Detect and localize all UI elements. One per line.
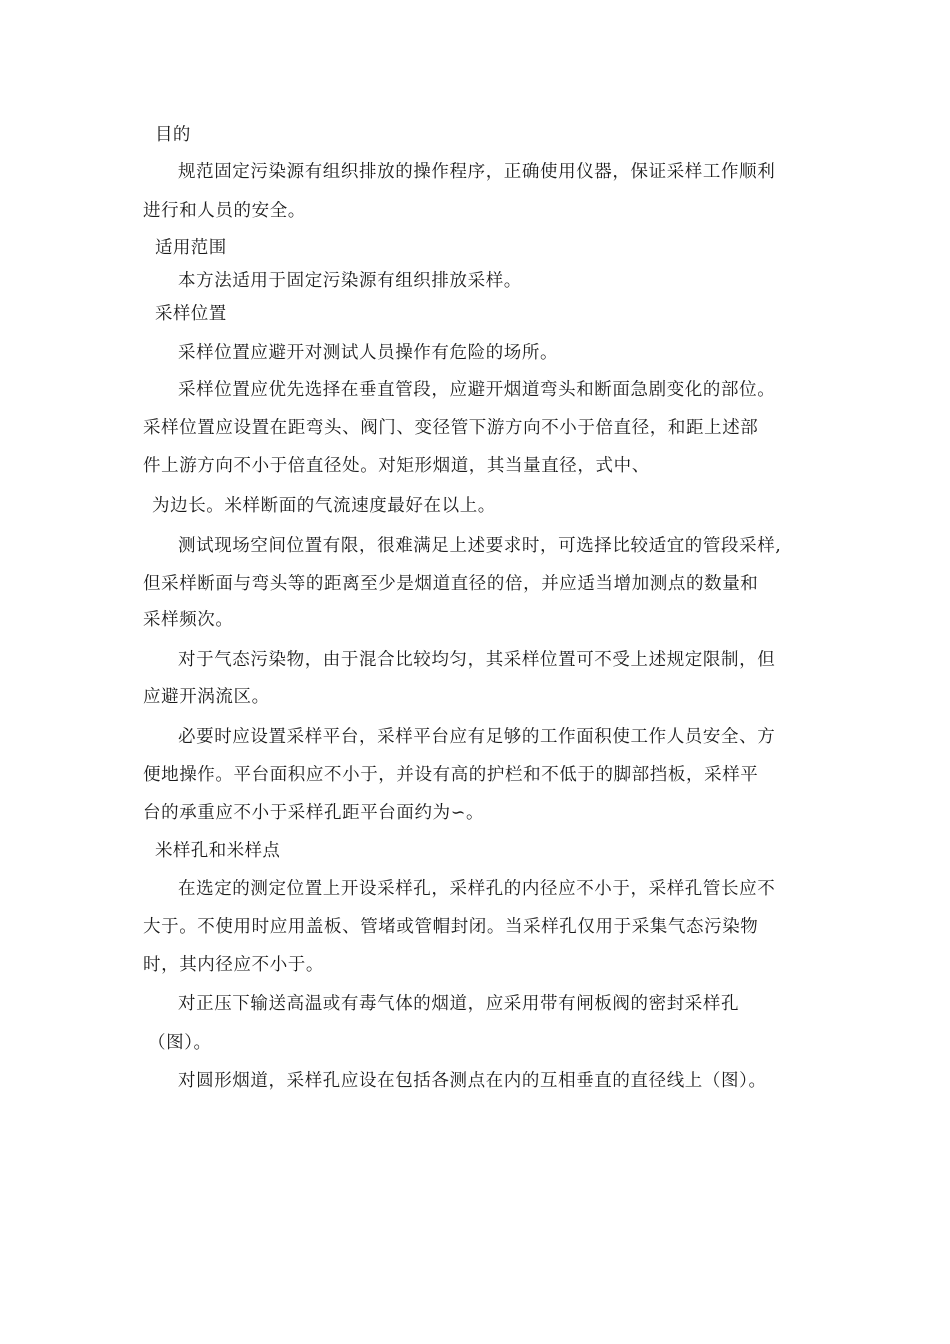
paragraph-line: 应避开涡流区。 (143, 687, 270, 707)
paragraph-line: 采样位置应避开对测试人员操作有危险的场所。 (178, 343, 559, 363)
section-heading: 目的 (155, 125, 191, 145)
section-heading: 适用范围 (155, 238, 227, 258)
paragraph-line: 为边长。米样断面的气流速度最好在以上。 (152, 496, 496, 516)
paragraph-line: 进行和人员的安全。 (143, 201, 306, 221)
paragraph-line: 台的承重应不小于采样孔距平台面约为∽。 (143, 803, 485, 823)
paragraph-line: 规范固定污染源有组织排放的操作程序，正确使用仪器，保证采样工作顺利 (178, 162, 776, 182)
paragraph-line: 采样频次。 (143, 610, 234, 630)
paragraph-line: 必要时应设置采样平台，采样平台应有足够的工作面积使工作人员安全、方 (178, 727, 776, 747)
paragraph-line: 时，其内径应不小于。 (143, 955, 324, 975)
paragraph-line: 但采样断面与弯头等的距离至少是烟道直径的倍，并应适当增加测点的数量和 (143, 574, 759, 594)
paragraph-line: 测试现场空间位置有限，很难满足上述要求时，可选择比较适宜的管段采样, (178, 536, 782, 556)
paragraph-line: 件上游方向不小于倍直径处。对矩形烟道，其当量直径，式中、 (143, 456, 650, 476)
section-heading: 采样位置 (155, 304, 227, 324)
paragraph-line: 采样位置应优先选择在垂直管段，应避开烟道弯头和断面急剧变化的部位。 (178, 380, 776, 400)
paragraph-line: 大于。不使用时应用盖板、管堵或管帽封闭。当采样孔仅用于采集气态污染物 (143, 917, 759, 937)
section-heading: 米样孔和米样点 (155, 841, 281, 861)
paragraph-line: （图）。 (148, 1033, 212, 1053)
paragraph-line: 对于气态污染物，由于混合比较均匀，其采样位置可不受上述规定限制，但 (178, 650, 776, 670)
paragraph-line: 采样位置应设置在距弯头、阀门、变径管下游方向不小于倍直径，和距上述部 (143, 418, 759, 438)
paragraph-line: 对圆形烟道，采样孔应设在包括各测点在内的互相垂直的直径线上（图）。 (178, 1071, 767, 1091)
paragraph-line: 便地操作。平台面积应不小于，并设有高的护栏和不低于的脚部挡板，采样平 (143, 765, 759, 785)
paragraph-line: 在选定的测定位置上开设采样孔，采样孔的内径应不小于，采样孔管长应不 (178, 879, 776, 899)
paragraph-line: 本方法适用于固定污染源有组织排放采样。 (178, 271, 522, 291)
paragraph-line: 对正压下输送高温或有毒气体的烟道，应采用带有闸板阀的密封采样孔 (178, 994, 740, 1014)
